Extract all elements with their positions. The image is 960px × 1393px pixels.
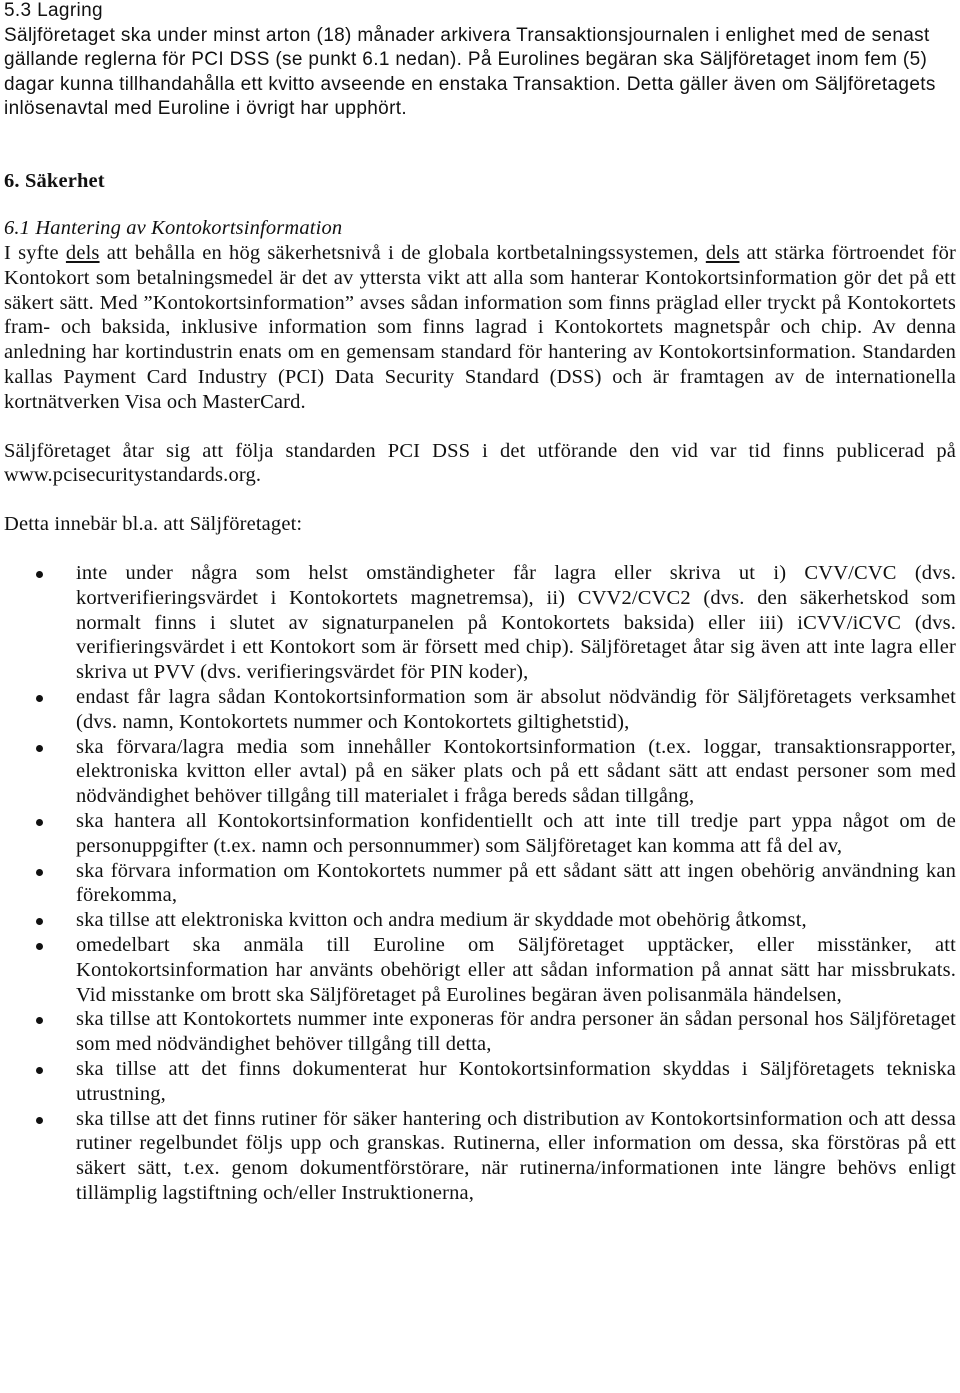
intro-text-part-1: I syfte: [4, 242, 66, 265]
section-6-1-intro: [4, 241, 956, 415]
list-item: [4, 735, 956, 809]
list-intro: Detta innebär bl.a. att Säljföretaget:: [4, 513, 303, 536]
list-item: [4, 1107, 956, 1206]
obligations-list: [4, 561, 956, 1206]
list-item: [4, 1007, 956, 1057]
bullet-icon: [36, 918, 43, 925]
list-item: [4, 1057, 956, 1107]
bullet-icon: [36, 943, 43, 950]
list-item: [4, 908, 956, 933]
list-item-text: ska tillse att elektroniska kvitton och andra medium är skyddade mot obehörig åtkomst,: [76, 909, 807, 932]
bullet-icon: [36, 745, 43, 752]
section-6: [4, 169, 956, 1206]
bullet-icon: [36, 1117, 43, 1124]
section-5-3: [4, 0, 956, 122]
list-item: [4, 561, 956, 685]
list-item-text: ska tillse att det finns rutiner för säker hantering och distribution av Kontokortsinformation och att dessa rutiner regelbundet följs upp och granskas. Rutinerna, eller information om dessa, ska förstöras på ett säkert sätt, t.ex. genom dokumentförstörare, när rutinerna/informationen inte längre behövs enligt tillämplig lagstiftning och/eller Instruktionerna,: [76, 1107, 956, 1204]
bullet-icon: [36, 695, 43, 702]
list-item-text: ska förvara/lagra media som innehåller Kontokortsinformation (t.ex. loggar, transaktionsrapporter, elektroniska kvitton eller avtal) på en säker plats och på ett sådant sätt att endast personer som med nödvändighet behöver tillgång till materialet i fråga bereds sådan tillgång,: [76, 735, 956, 808]
bullet-icon: [36, 819, 43, 826]
list-item-text: ska förvara information om Kontokortets nummer på ett sådant sätt att ingen obehörig användning kan förekomma,: [76, 859, 956, 907]
document-page: [4, 0, 956, 1206]
list-item-text: endast får lagra sådan Kontokortsinformation som är absolut nödvändig för Säljföretagets verksamhet (dvs. namn, Kontokortets nummer och Kontokortets giltighetstid),: [76, 686, 956, 733]
list-item: [4, 859, 956, 909]
section-6-heading: 6. Säkerhet: [4, 169, 105, 192]
list-item-text: omedelbart ska anmäla till Euroline om Säljföretaget upptäcker, eller misstänker, att Kontokortsinformation har använts obehörigt eller att sådan information på annat sätt har missbrukats. Vid misstanke om brott ska Säljföretaget på Eurolines begäran även polisanmäla händelsen,: [76, 934, 956, 1006]
bullet-icon: [36, 1067, 43, 1074]
intro-dels-1: dels: [65, 242, 100, 265]
list-item-text: ska tillse att Kontokortets nummer inte exponeras för andra personer än sådan personal hos Säljföretaget som med nödvändighet behöver tillgång till detta,: [76, 1008, 956, 1056]
list-item-text: inte under några som helst omständigheter får lagra eller skriva ut i) CVV/CVC (dvs. kortverifieringsvärdet i Kontokortets magnetremsa), ii) CVV2/CVC2 (dvs. den säkerhetskod som normalt finns i slutet av signaturpanelen på Kontokortets baksida) eller iii) iCVV/iCVC (dvs. verifieringsvärdet i ett Kontokort som är försett med chip). Säljföretaget åtar sig även att inte lagra eller skriva ut PVV (dvs. verifieringsvärdet för PIN koder),: [76, 562, 956, 684]
list-item-text: ska tillse att det finns dokumenterat hur Kontokortsinformation skyddas i Säljföretagets tekniska utrustning,: [76, 1058, 956, 1105]
list-item: [4, 809, 956, 859]
intro-text-part-3: att stärka förtroendet för Kontokort som betalningsmedel är det av yttersta vikt att alla som hanterar Kontokortsinformation gör det på ett säkert sätt. Med ”Kontokortsinformation” avses sådan information som finns präglad eller tryckt på Kontokortets fram- och baksida, inklusive information som finns lagrad i Kontokortets magnetspår och chip. Av denna anledning har kortindustrin enats om en gemensam standard för hantering av Kontokortsinformation. Standarden kallas Payment Card Industry (PCI) Data Security Standard (DSS) och är framtagen av de internationella kortnätverken Visa och MasterCard.: [4, 242, 956, 413]
bullet-icon: [36, 571, 43, 578]
section-6-1-heading: 6.1 Hantering av Kontokortsinformation: [4, 217, 343, 240]
intro-text-part-2: att behålla en hög säkerhetsnivå i de globala kortbetalningssystemen,: [99, 242, 706, 265]
bullet-icon: [36, 869, 43, 876]
list-item-text: ska hantera all Kontokortsinformation konfidentiellt och att inte till tredje part yppa något om de personuppgifter (t.ex. namn och personnummer) som Säljföretaget kan komma att få del av,: [76, 810, 956, 857]
commitment-paragraph: Säljföretaget åtar sig att följa standarden PCI DSS i det utförande den vid var tid finns publicerad på www.pcisecuritystandards.org.: [4, 439, 956, 487]
section-5-3-body: Säljföretaget ska under minst arton (18) månader arkivera Transaktionsjournalen i enlighet med de senast gällande reglerna för PCI DSS (se punkt 6.1 nedan). På Eurolines begäran ska Säljföretaget inom fem (5) dagar kunna tillhandahålla ett kvitto avseende en enstaka Transaktion. Detta gäller även om Säljföretagets inlösenavtal med Euroline i övrigt har upphört.: [4, 24, 936, 119]
section-5-3-heading: 5.3 Lagring: [4, 0, 103, 21]
bullet-icon: [36, 1017, 43, 1024]
intro-dels-2: dels: [705, 242, 740, 265]
list-item: [4, 933, 956, 1007]
list-item: [4, 685, 956, 735]
